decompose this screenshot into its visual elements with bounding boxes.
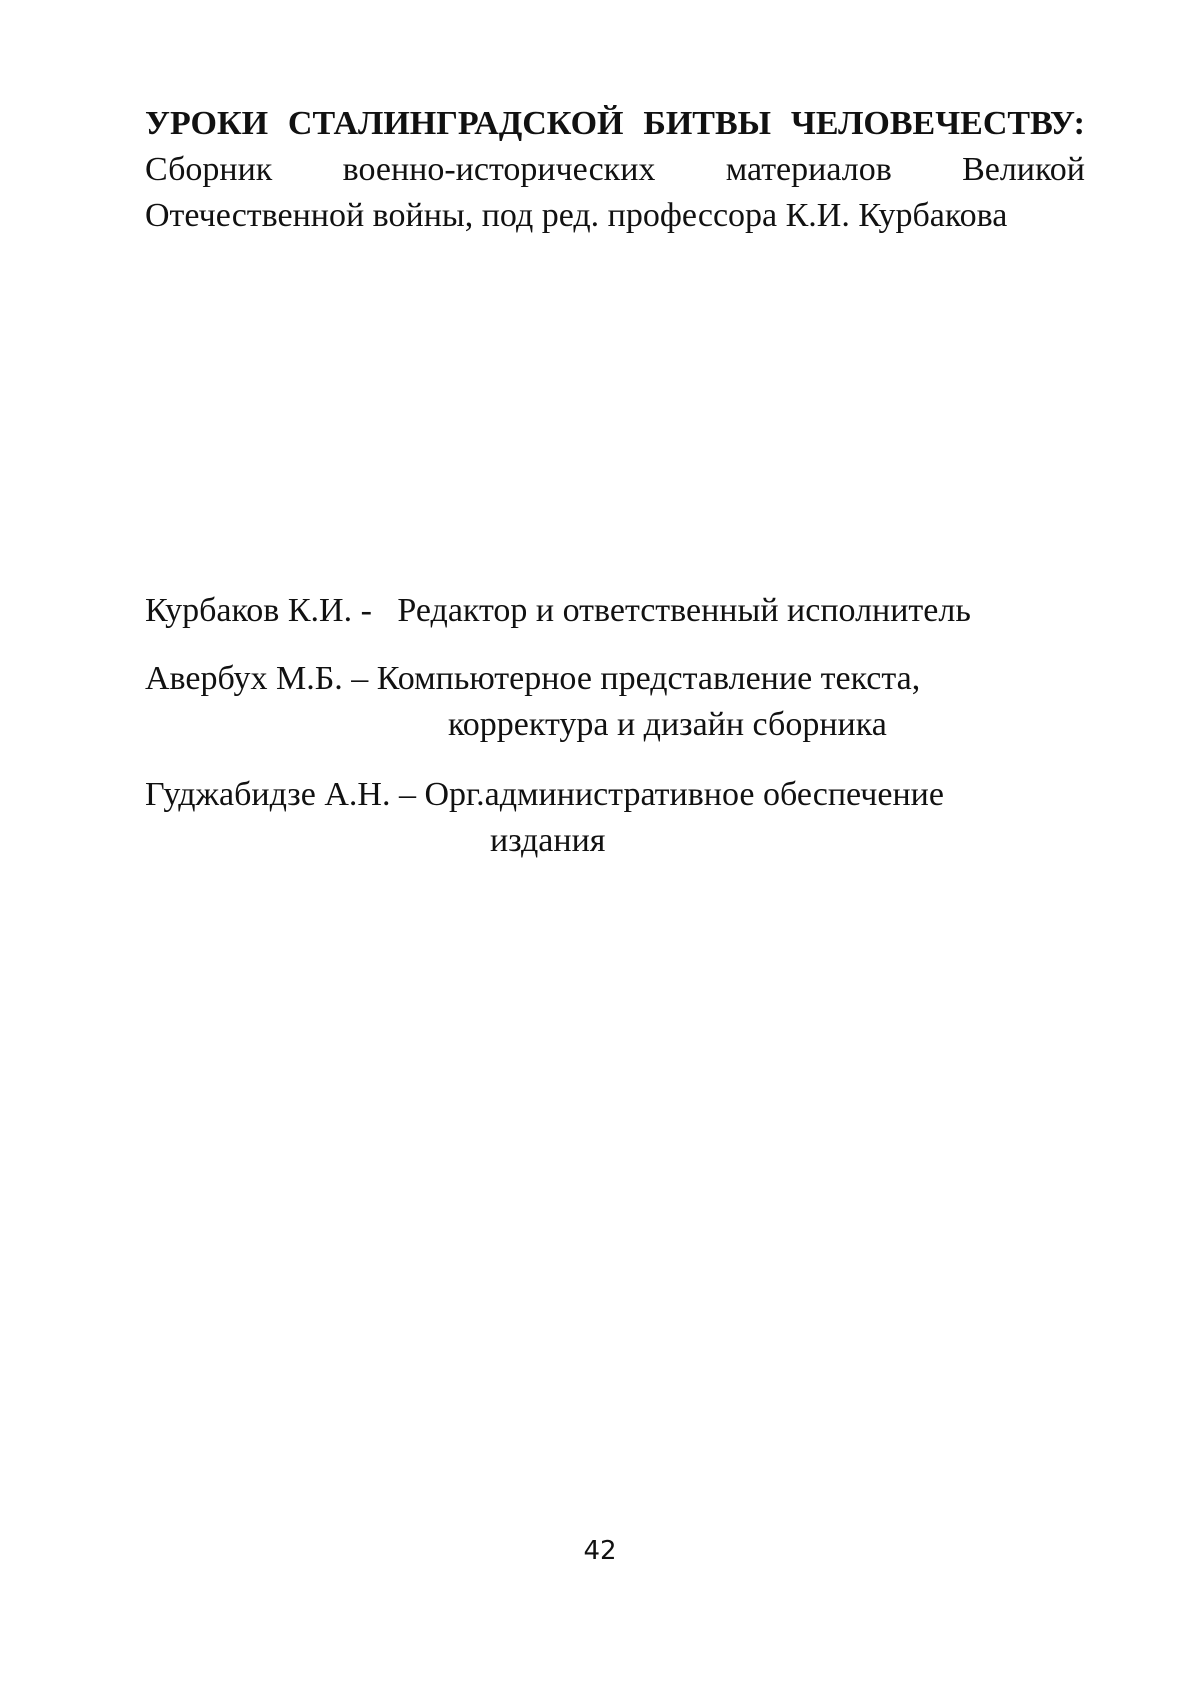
credit-role: Орг.административное обеспечение — [424, 776, 944, 813]
credits-list — [145, 588, 1085, 888]
credit-entry-kurbakov — [145, 588, 1085, 634]
credit-name: Гуджабидзе А.Н. – — [145, 776, 416, 813]
credit-role-continuation: корректура и дизайн сборника — [448, 706, 887, 743]
credit-role-continuation: издания — [490, 822, 606, 859]
book-subtitle: Сборник военно-исторических материалов Великой Отечественной войны, под ред. профессора К.И. Курбакова — [145, 151, 1085, 234]
credit-entry-averbukh — [145, 656, 1085, 748]
book-title-paragraph — [145, 101, 1085, 239]
book-title: УРОКИ СТАЛИНГРАДСКОЙ БИТВЫ ЧЕЛОВЕЧЕСТВУ: — [145, 105, 1085, 142]
credit-role: Редактор и ответственный исполнитель — [397, 592, 971, 629]
credit-role: Компьютерное представление текста, — [376, 660, 921, 697]
credit-name: Курбаков К.И. - — [145, 592, 372, 629]
page-number: 42 — [583, 1536, 617, 1566]
credit-entry-gudzhabidze — [145, 772, 1085, 864]
credit-name: Авербух М.Б. – — [145, 660, 369, 697]
